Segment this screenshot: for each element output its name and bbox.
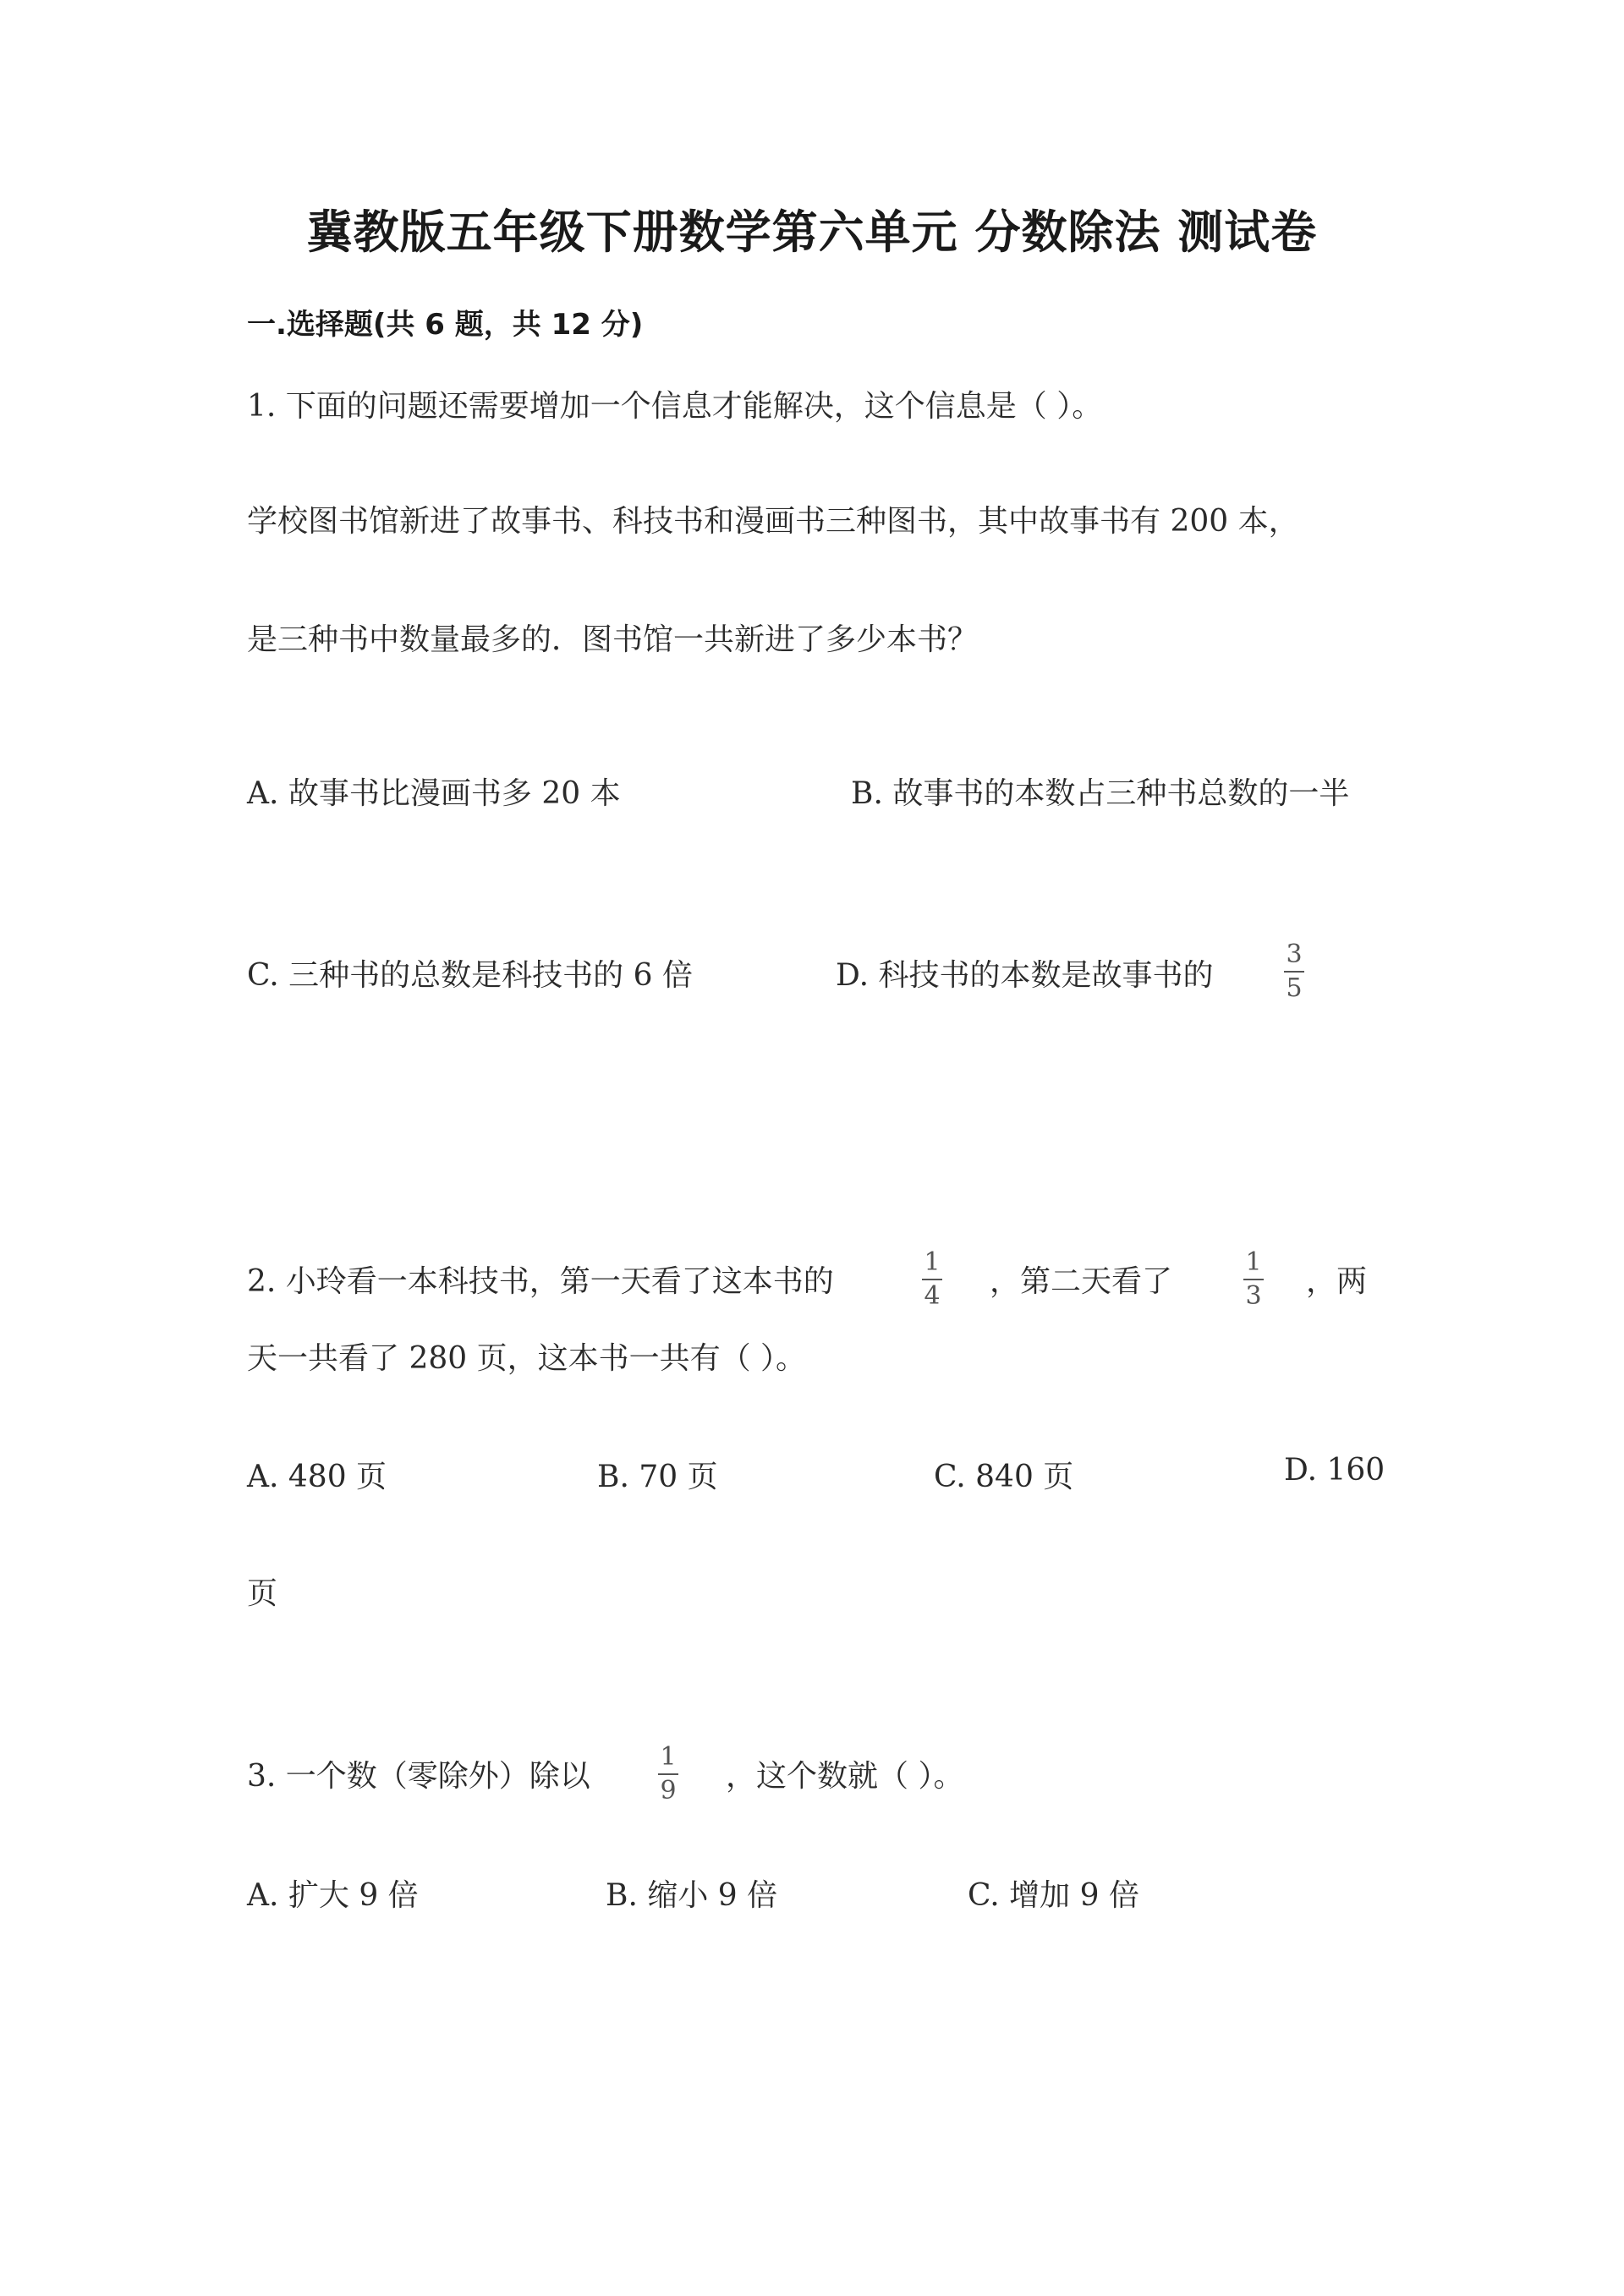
fraction-denominator: 3 (1245, 1281, 1262, 1311)
q2-option-d-wrap: 页 (247, 1576, 278, 1611)
q3-option-a[interactable]: A. 扩大 9 倍 (247, 1878, 419, 1913)
fraction-numerator: 1 (924, 1247, 941, 1277)
q3-fraction (651, 1742, 685, 1806)
q2-option-d[interactable]: D. 160 (1284, 1453, 1385, 1488)
q2-stem-part2: ，第二天看了 (990, 1264, 1173, 1299)
q1-option-d[interactable]: D. 科技书的本数是故事书的 (836, 958, 1214, 993)
q2-fraction-1 (915, 1247, 949, 1311)
fraction-denominator: 5 (1286, 973, 1303, 1003)
page-title: 冀教版五年级下册数学第六单元 分数除法 测试卷 (306, 205, 1318, 259)
q2-fraction-2 (1237, 1247, 1270, 1311)
fraction-numerator: 1 (1245, 1247, 1262, 1277)
q1-option-d-fraction (1277, 942, 1311, 1001)
q2-stem-line2: 天一共看了 280 页，这本书一共有（ ）。 (247, 1341, 807, 1376)
q1-context-line1: 学校图书馆新进了故事书、科技书和漫画书三种图书，其中故事书有 200 本， (247, 504, 1299, 539)
fraction-denominator: 4 (924, 1281, 941, 1311)
q2-stem-part3: ，两 (1306, 1264, 1368, 1299)
q3-option-c[interactable]: C. 增加 9 倍 (968, 1878, 1139, 1913)
q2-option-b[interactable]: B. 70 页 (597, 1460, 718, 1494)
q1-context-line2: 是三种书中数量最多的．图书馆一共新进了多少本书？ (247, 622, 979, 657)
q3-stem-part1: 3. 一个数（零除外）除以 (247, 1759, 590, 1794)
q2-option-a[interactable]: A. 480 页 (247, 1460, 387, 1494)
fraction-numerator: 1 (660, 1742, 677, 1772)
q3-stem-part2: ，这个数就（ ）。 (726, 1759, 964, 1794)
fraction-numerator: 3 (1286, 940, 1303, 969)
section-heading: 一.选择题(共 6 题，共 12 分) (247, 308, 644, 342)
q2-option-c[interactable]: C. 840 页 (934, 1460, 1074, 1494)
q2-stem-part1: 2. 小玲看一本科技书，第一天看了这本书的 (247, 1264, 834, 1299)
q3-option-b[interactable]: B. 缩小 9 倍 (606, 1878, 778, 1913)
q1-option-a[interactable]: A. 故事书比漫画书多 20 本 (247, 776, 621, 811)
fraction-denominator: 9 (660, 1776, 677, 1806)
q1-stem: 1. 下面的问题还需要增加一个信息才能解决，这个信息是（ ）。 (247, 389, 1103, 424)
q1-option-c[interactable]: C. 三种书的总数是科技书的 6 倍 (247, 958, 693, 993)
q1-option-b[interactable]: B. 故事书的本数占三种书总数的一半 (851, 776, 1350, 811)
